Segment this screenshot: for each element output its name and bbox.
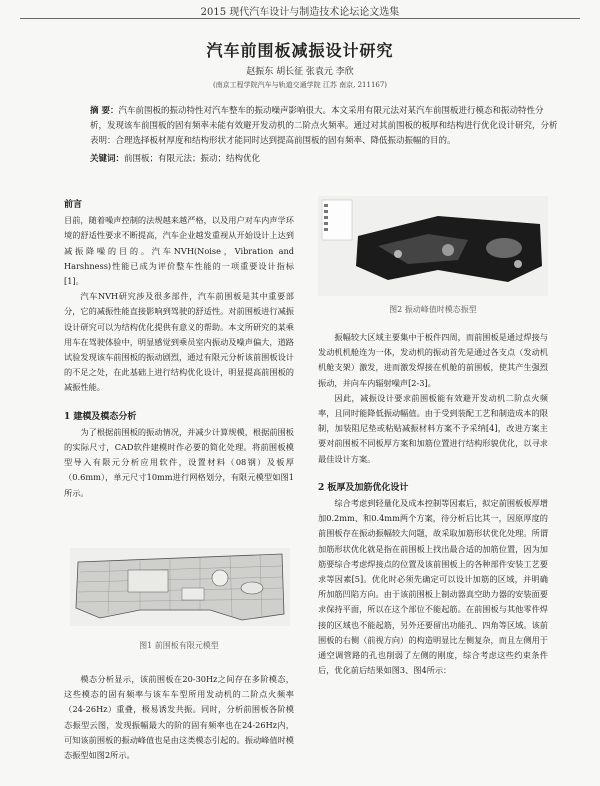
section-title-1: 1 建模及模态分析	[64, 411, 137, 422]
right-column	[318, 330, 548, 678]
section2-paragraph-1: 综合考虑到轻量化及成本控制等因素后，拟定前围板板厚增加0.2mm、和0.4mm两个方案，待分析后比其一，因原厚度的前围板存在振动振幅较大问题，故采取加筋形状优化处理。所谓加筋形状优化就是指在前围板上找出最合适的加筋位置，因为加筋要综合考虑焊接点的位置及该前围板上的各种部件安装工艺要求等因素[5]。优化时必须先确定可以设计加筋的区域，并明确所加筋凹陷方向。由于该前围板上制动器真空助力器的安装面要求保持平面，所以在这个部位不能起筋。在前围板与其他零件焊接的区域也不能起筋，另外还要留出功能孔、四角等区域。该前围板的右侧（前视方向）的构造明显比左侧复杂，而且左侧用于通空调管路的孔也削弱了左侧的刚度，综合考虑这些约束条件后，优化前后结果如图3、图4所示：	[318, 498, 548, 676]
figure-2-caption: 图2 振动峰值时模态振型	[389, 305, 477, 314]
abstract-text: 汽车前围板的振动特性对汽车整车的振动噪声影响很大。本文采用有限元法对某汽车前围板进行模态和振动特性分析，发现该车前围板的固有频率未能有效避开发动机的二阶点火频率。通过对其前围板的板厚和结构进行优化设计研究，分析表明：合理选择板材厚度和结构形状才能同时达到提高前围板的固有频率、降低振动振幅的目的。	[90, 106, 558, 146]
header-rule	[20, 18, 580, 19]
section1-paragraph-2: 模态分析显示，该前围板在20-30Hz之间存在多阶模态，这些模态的固有频率与该车车型所用发动机的二阶点火频率（24-26Hz）重叠，极易诱发共振。同时，分析前围板各阶模态振型云图，发现振幅最大的阶的固有频率也在24-26Hz内，可知该前围板的振动峰值也是由这类模态引起的。振动峰值时模态振型如图2所示。	[64, 674, 294, 761]
intro-paragraph-2: 汽车NVH研究涉及很多部件，汽车前围板是其中重要部分，它的减振性能直接影响到驾驶的舒适性。对前围板进行减振设计研究可以为结构优化提供有意义的帮助。本文所研究的某乘用车在驾驶体验中，明显感觉到乘员室内振动及噪声偏大，道路试验发现该车前围板的振动剧烈，通过有限元分析该前围板设计的不足之处，在此基础上进行结构优化设计，明显提高前围板的减振性能。	[64, 291, 294, 393]
section1-paragraph-1: 为了根据前围板的振动情况，并减少计算规模，根据前围板的实际尺寸，CAD软件建模时作必要的简化处理。将前围板模型导入有限元分析应用软件，设置材料（08钢）及板厚（0.6mm），单元尺寸10mm进行网格划分，有限元模型如图1所示。	[64, 426, 294, 498]
figure-1-caption: 图1 前围板有限元模型	[139, 641, 219, 650]
section-title-2: 2 板厚及加筋优化设计	[318, 482, 409, 493]
abstract-block	[90, 104, 560, 149]
right-paragraph-1: 振幅较大区域主要集中于板件四周，而前围板是通过焊接与发动机机舱连为一体，发动机的振动首先是通过各支点（发动机机舱支架）激发，进而激发焊接在机舱的前围板，使其产生强烈振动，并向车内辐射噪声[2-3]。	[318, 332, 548, 388]
keywords-block	[90, 152, 560, 164]
figure-2-mode-shape	[318, 196, 548, 296]
left-column	[64, 198, 294, 501]
right-paragraph-2: 因此，减振设计要求前围板能有效避开发动机二阶点火频率，且同时能降低振动幅值。由于受到装配工艺和制造成本的限制，加装阻尼垫或粘贴减振材料方案不予采纳[4]，改进方案主要对前围板不同板厚方案和加筋位置进行结构形貌优化，以寻求最佳设计方案。	[318, 392, 548, 464]
running-head: 2015 现代汽车设计与制造技术论坛论文选集	[200, 7, 400, 18]
left-column-bottom	[64, 672, 294, 763]
affiliation: (南京工程学院汽车与轨道交通学院 江苏 南京, 211167)	[212, 81, 388, 89]
figure-1-fe-model	[70, 548, 290, 626]
keywords-text: 前围板；有限元法；振动；结构优化	[124, 154, 261, 164]
paper-title: 汽车前围板减振设计研究	[206, 41, 394, 60]
intro-paragraph-1: 目前，随着噪声控制的法规越来越严格，以及用户对车内声学环境的舒适性要求不断提高，汽车企业越发重视从开始设计上达到减振降噪的目的。汽车NVH(Noise，Vibration and Harshness)性能已成为评价整车性能的一项重要设计指标[1]。	[64, 215, 294, 287]
keywords-label: 关键词：	[90, 154, 125, 164]
author-list: 赵振东 胡长征 张袁元 李欣	[246, 67, 354, 77]
abstract-label: 摘 要：	[90, 106, 119, 116]
section-title-intro: 前言	[64, 200, 83, 210]
